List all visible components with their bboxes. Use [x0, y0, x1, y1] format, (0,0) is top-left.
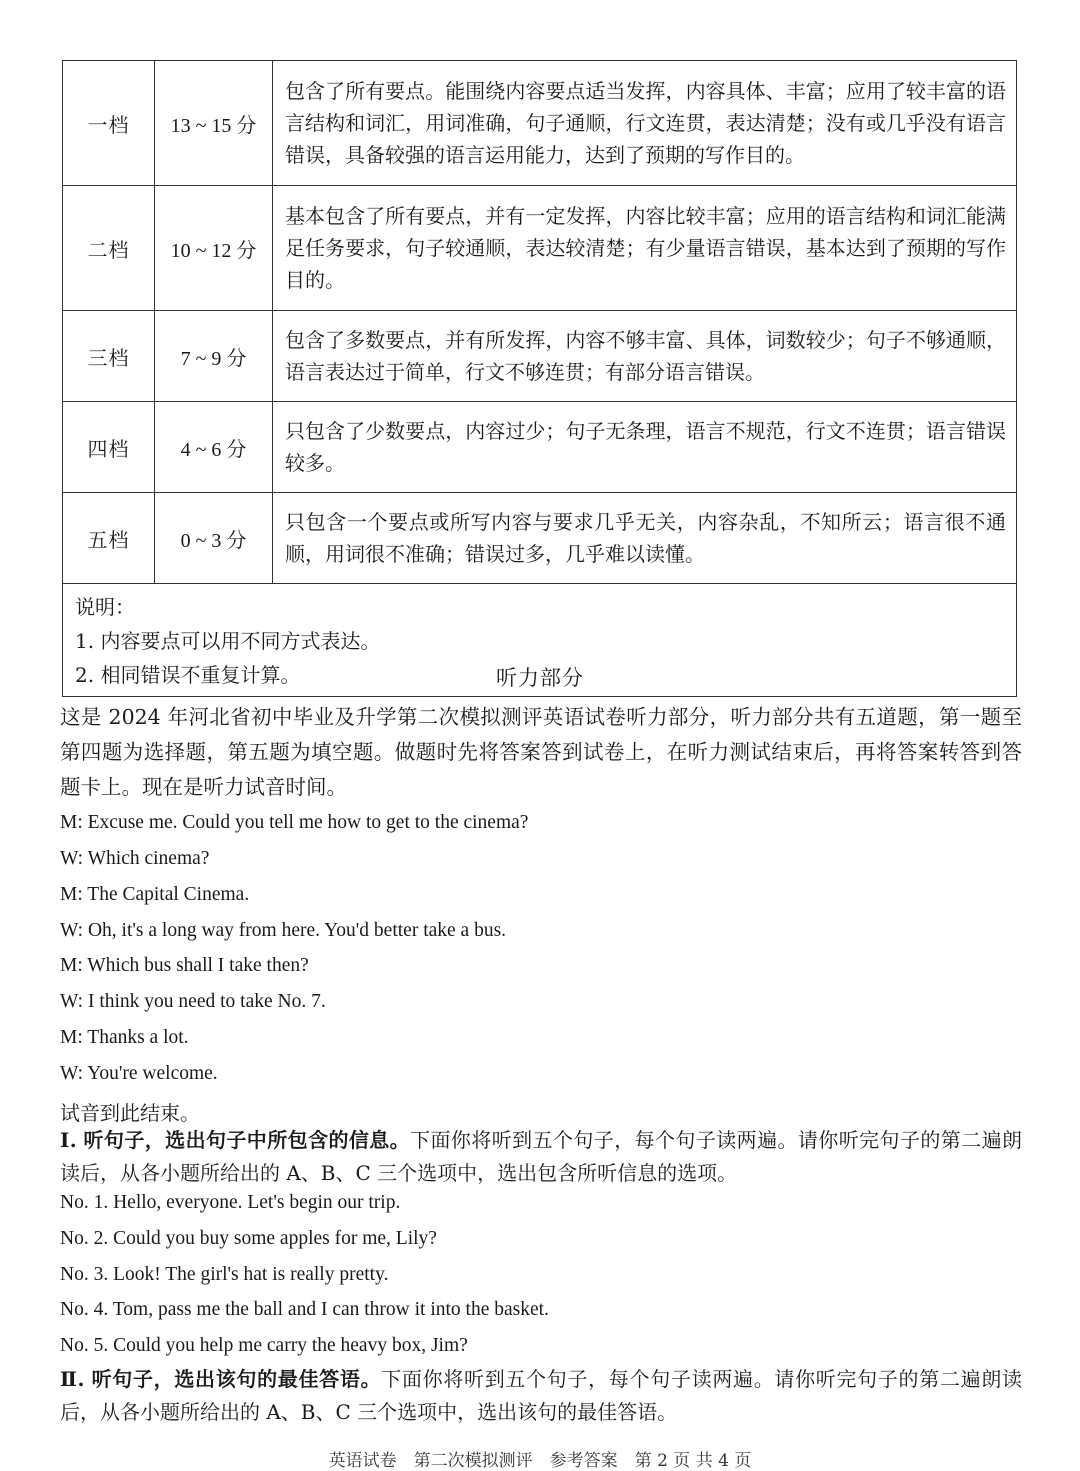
grade-level: 二档 [63, 186, 155, 311]
question-item: No. 1. Hello, everyone. Let's begin our trip. [60, 1192, 401, 1213]
section-title: 听力部分 [496, 666, 584, 690]
question-item: No. 4. Tom, pass me the ball and I can throw it into the basket. [60, 1299, 549, 1320]
part1-heading: 听句子，选出句子中所包含的信息。 [83, 1128, 411, 1152]
dialog-line: M: The Capital Cinema. [60, 884, 250, 905]
question-item: No. 2. Could you buy some apples for me, Lily? [60, 1228, 437, 1249]
grading-row [63, 186, 1017, 311]
part2-heading: 听句子，选出该句的最佳答语。 [91, 1367, 382, 1391]
part1-instructions [60, 1124, 1022, 1190]
writing-grading-table [62, 60, 1017, 697]
grading-row [63, 311, 1017, 402]
grade-level: 五档 [63, 493, 155, 584]
grade-level: 四档 [63, 402, 155, 493]
grading-row [63, 402, 1017, 493]
note-item: 2. 相同错误不重复计算。 [75, 663, 301, 687]
dialog-line: M: Excuse me. Could you tell me how to get to the cinema? [60, 812, 529, 833]
dialog-line: W: Oh, it's a long way from here. You'd better take a bus. [60, 920, 507, 941]
dialog-line: W: I think you need to take No. 7. [60, 991, 326, 1012]
grading-row [63, 493, 1017, 584]
notes-title: 说明： [75, 595, 135, 619]
note-item: 1. 内容要点可以用不同方式表达。 [75, 629, 381, 653]
grade-level: 三档 [63, 311, 155, 402]
grade-description: 只包含了少数要点，内容过少；句子无条理，语言不规范，行文不连贯；语言错误较多。 [273, 402, 1017, 493]
grade-score-range: 13 ~ 15 分 [155, 61, 273, 186]
part1-number: Ⅰ. [60, 1128, 77, 1152]
grading-row [63, 61, 1017, 186]
grade-score-range: 7 ~ 9 分 [155, 311, 273, 402]
listening-intro: 这是 2024 年河北省初中毕业及升学第二次模拟测评英语试卷听力部分，听力部分共有五道题，第一题至第四题为选择题，第五题为填空题。做题时先将答案答到试卷上，在听力测试结束后，再将答案转答到答题卡上。现在是听力试音时间。 [60, 705, 1022, 799]
trial-end-text: 试音到此结束。 [60, 1101, 200, 1125]
part2-number: Ⅱ. [60, 1367, 85, 1391]
part2-instruction: 下面你将听到五个句子，每个句子读两遍。请你听完句子的第二遍朗读后，从各小题所给出的 A、B、C 三个选项中，选出该句的最佳答语。 [60, 1367, 1023, 1424]
dialog-line: W: You're welcome. [60, 1063, 218, 1084]
part2-instructions [60, 1363, 1022, 1429]
dialog-line: M: Thanks a lot. [60, 1027, 189, 1048]
question-item: No. 5. Could you help me carry the heavy box, Jim? [60, 1335, 468, 1356]
grade-score-range: 0 ~ 3 分 [155, 493, 273, 584]
dialog-line: W: Which cinema? [60, 848, 210, 869]
part1-instruction: 下面你将听到五个句子，每个句子读两遍。请你听完句子的第二遍朗读后，从各小题所给出的 A、B、C 三个选项中，选出包含所听信息的选项。 [60, 1128, 1023, 1185]
grade-score-range: 4 ~ 6 分 [155, 402, 273, 493]
grade-level: 一档 [63, 61, 155, 186]
grade-score-range: 10 ~ 12 分 [155, 186, 273, 311]
grade-description: 包含了所有要点。能围绕内容要点适当发挥，内容具体、丰富；应用了较丰富的语言结构和词汇，用词准确，句子通顺，行文连贯，表达清楚；没有或几乎没有语言错误，具备较强的语言运用能力，达到了预期的写作目的。 [273, 61, 1017, 186]
question-item: No. 3. Look! The girl's hat is really pretty. [60, 1264, 389, 1285]
dialog-line: M: Which bus shall I take then? [60, 955, 309, 976]
page-footer: 英语试卷 第二次模拟测评 参考答案 第 2 页 共 4 页 [328, 1451, 752, 1471]
grade-description: 包含了多数要点，并有所发挥，内容不够丰富、具体，词数较少；句子不够通顺，语言表达过于简单，行文不够连贯；有部分语言错误。 [273, 311, 1017, 402]
grade-description: 基本包含了所有要点，并有一定发挥，内容比较丰富；应用的语言结构和词汇能满足任务要求，句子较通顺，表达较清楚；有少量语言错误，基本达到了预期的写作目的。 [273, 186, 1017, 311]
grade-description: 只包含一个要点或所写内容与要求几乎无关，内容杂乱，不知所云；语言很不通顺，用词很不准确；错误过多，几乎难以读懂。 [273, 493, 1017, 584]
